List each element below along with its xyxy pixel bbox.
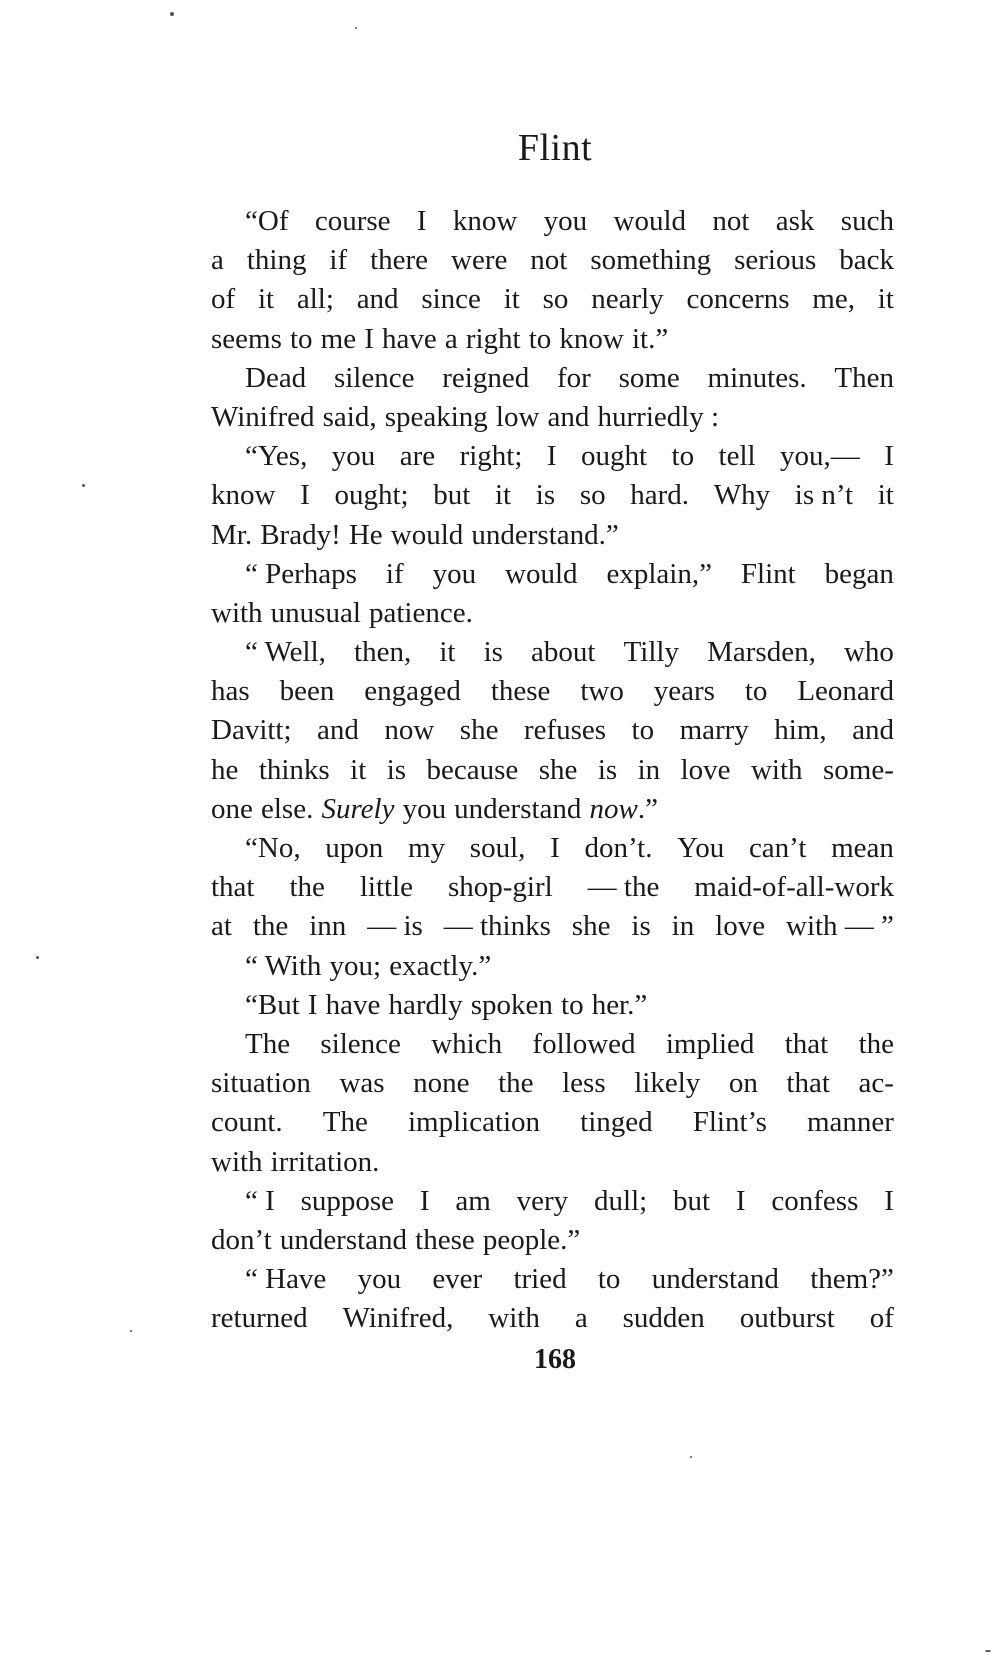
word: is xyxy=(535,479,556,512)
word: speaking xyxy=(384,400,488,433)
word: ever xyxy=(432,1263,483,1296)
text-line xyxy=(211,476,894,515)
word: I xyxy=(546,440,557,473)
word: it.” xyxy=(631,322,669,355)
word: Tilly xyxy=(623,636,679,669)
word: a xyxy=(211,244,224,277)
word: “Yes, xyxy=(245,440,308,473)
word: the xyxy=(858,1027,894,1060)
word: something xyxy=(590,244,712,277)
word: I xyxy=(307,988,318,1021)
word: know xyxy=(559,322,624,355)
word: since xyxy=(421,283,481,316)
word: so xyxy=(542,283,569,316)
word: understand xyxy=(651,1263,779,1296)
word: Dead xyxy=(245,361,307,394)
word: I xyxy=(364,322,374,355)
word: that xyxy=(786,1067,830,1100)
word: Flint xyxy=(740,557,796,590)
word: you xyxy=(357,1263,402,1296)
word: you xyxy=(331,440,376,473)
word: there xyxy=(370,244,429,277)
word: right xyxy=(465,322,521,355)
word: and xyxy=(852,714,894,747)
word: “No, xyxy=(245,832,301,864)
word: of xyxy=(869,1302,894,1335)
word: unusual xyxy=(270,596,361,629)
word: Then xyxy=(834,361,894,394)
word: you xyxy=(432,557,477,590)
word: then, xyxy=(354,636,412,669)
word: minutes. xyxy=(707,361,807,394)
text-line xyxy=(211,398,894,437)
word: You xyxy=(677,832,725,864)
word: nearly xyxy=(591,283,664,316)
word: but xyxy=(433,479,471,512)
text-line xyxy=(211,1299,894,1338)
word: hardly xyxy=(388,988,463,1021)
word: I xyxy=(416,205,427,237)
word: not xyxy=(712,205,750,237)
word: ac- xyxy=(858,1067,894,1100)
word: sudden xyxy=(622,1302,705,1335)
word: and xyxy=(317,714,359,747)
word: don’t xyxy=(211,1223,272,1256)
word: him, xyxy=(774,714,827,747)
word: know xyxy=(211,479,276,512)
word: The xyxy=(245,1027,291,1060)
text-line xyxy=(211,907,894,946)
word: he xyxy=(211,753,239,786)
word: Brady! xyxy=(260,518,341,551)
text-line xyxy=(211,868,894,907)
word: Leonard xyxy=(797,675,894,708)
word: “ Well, xyxy=(245,636,326,669)
word: it xyxy=(877,479,894,512)
word: followed xyxy=(532,1027,636,1060)
word: inn xyxy=(309,910,347,943)
word: I xyxy=(884,1184,894,1217)
word: tinged xyxy=(580,1106,653,1139)
word: a xyxy=(574,1302,588,1335)
word: some- xyxy=(822,753,894,786)
word: ought xyxy=(581,440,648,473)
text-line xyxy=(211,1064,894,1103)
text-line xyxy=(211,1221,894,1260)
word: “ Have xyxy=(245,1263,327,1296)
word: Mr. xyxy=(211,518,253,551)
word: silence xyxy=(320,1027,401,1060)
word: of xyxy=(211,283,236,316)
word: in xyxy=(637,753,661,786)
word: it xyxy=(350,753,367,786)
word: years xyxy=(653,675,715,708)
text-line xyxy=(211,320,894,359)
word: Flint’s xyxy=(692,1106,767,1139)
text-line xyxy=(211,594,894,633)
word: engaged xyxy=(364,675,461,708)
scan-speck xyxy=(985,1650,991,1652)
word: you xyxy=(543,205,588,237)
word: to xyxy=(597,1263,621,1296)
word: — is xyxy=(367,910,423,943)
word: “ I xyxy=(245,1184,275,1217)
running-head: Flint xyxy=(517,127,593,169)
word: The xyxy=(322,1106,368,1139)
word: would xyxy=(613,205,687,237)
word: to xyxy=(528,322,552,355)
word: less xyxy=(562,1067,606,1100)
word: in xyxy=(671,910,695,943)
scan-speck xyxy=(170,12,174,16)
word: ought; xyxy=(334,479,409,512)
word: understand xyxy=(454,792,582,825)
word: ask xyxy=(775,205,815,237)
word: — thinks xyxy=(443,910,551,943)
word: He xyxy=(348,518,383,551)
word: that xyxy=(784,1027,829,1060)
text-line xyxy=(211,790,894,829)
word: hurriedly : xyxy=(597,400,720,433)
word: Marsden, xyxy=(707,636,816,669)
word: I xyxy=(884,440,894,473)
word: little xyxy=(359,871,414,904)
word: tried xyxy=(513,1263,567,1296)
word: you; xyxy=(329,949,382,982)
word: me, xyxy=(812,283,855,316)
text-line xyxy=(211,947,894,986)
word: so xyxy=(579,479,606,512)
word: me xyxy=(320,322,357,355)
word: patience. xyxy=(369,596,473,629)
text-line xyxy=(211,437,894,476)
word: know xyxy=(452,205,518,237)
word: soul, xyxy=(469,832,526,864)
word: now xyxy=(384,714,435,747)
word: shop-girl xyxy=(447,871,553,904)
word: very xyxy=(516,1184,569,1217)
word: if xyxy=(329,244,348,277)
word: two xyxy=(580,675,624,708)
word: mean xyxy=(831,832,894,864)
word: to xyxy=(561,988,584,1021)
word: my xyxy=(408,832,446,864)
text-line xyxy=(211,516,894,555)
word: at xyxy=(211,910,232,943)
text-line xyxy=(211,751,894,790)
word: I xyxy=(550,832,560,864)
word: Surely xyxy=(321,792,395,825)
word: for xyxy=(556,361,591,394)
word: would xyxy=(390,518,464,551)
word: you xyxy=(402,792,447,825)
word: with — ” xyxy=(786,910,894,943)
word: them?” xyxy=(810,1263,894,1296)
word: to xyxy=(631,714,655,747)
word: silence xyxy=(333,361,415,394)
word: irritation. xyxy=(270,1145,380,1178)
word: has xyxy=(211,675,250,708)
word: low xyxy=(495,400,540,433)
word: she xyxy=(459,714,499,747)
word: it xyxy=(503,283,520,316)
word: maid-of-all-work xyxy=(694,871,894,904)
word: “Of xyxy=(245,205,289,237)
word: it xyxy=(257,283,275,316)
word: “But xyxy=(245,988,300,1021)
word: were xyxy=(451,244,508,277)
word: it xyxy=(439,636,456,669)
word: it xyxy=(877,283,894,316)
word: with xyxy=(211,596,263,629)
word: I xyxy=(300,479,310,512)
word: outburst xyxy=(739,1302,835,1335)
page-number: 168 xyxy=(534,1344,576,1375)
word: to xyxy=(289,322,313,355)
word: Davitt; xyxy=(211,714,292,747)
word: she xyxy=(538,753,578,786)
word: can’t xyxy=(748,832,807,864)
word: you,— xyxy=(780,440,860,473)
word: manner xyxy=(807,1106,894,1139)
word: would xyxy=(505,557,578,590)
word: have xyxy=(325,988,381,1021)
word: not xyxy=(530,244,568,277)
word: on xyxy=(728,1067,758,1100)
word: reigned xyxy=(442,361,530,394)
word: with xyxy=(750,753,803,786)
word: and xyxy=(356,283,399,316)
word: is xyxy=(386,753,407,786)
word: explain,” xyxy=(606,557,712,590)
scan-speck xyxy=(130,1330,132,1332)
word: the xyxy=(498,1067,534,1100)
word: and xyxy=(547,400,590,433)
text-line xyxy=(211,359,894,398)
word: that xyxy=(211,871,255,904)
word: with xyxy=(488,1302,540,1335)
word: exactly.” xyxy=(389,949,492,982)
word: a xyxy=(444,322,458,355)
word: to xyxy=(744,675,768,708)
scan-speck xyxy=(36,956,39,959)
text-line xyxy=(211,711,894,750)
word: which xyxy=(431,1027,503,1060)
word: upon xyxy=(325,832,384,864)
word: implied xyxy=(665,1027,755,1060)
word: love xyxy=(715,910,766,943)
body-text xyxy=(211,202,894,1338)
text-line xyxy=(211,986,894,1025)
word: I xyxy=(735,1184,746,1217)
word: am xyxy=(455,1184,491,1217)
word: such xyxy=(840,205,894,237)
word: spoken xyxy=(470,988,553,1021)
word: all; xyxy=(296,283,334,316)
word: refuses xyxy=(523,714,607,747)
text-line xyxy=(211,829,894,868)
word: who xyxy=(843,636,894,669)
word: seems xyxy=(211,322,282,355)
word: marry xyxy=(679,714,749,747)
word: don’t. xyxy=(584,832,653,864)
scan-speck xyxy=(690,1456,692,1458)
word: these xyxy=(415,1223,475,1256)
word: about xyxy=(531,636,596,669)
word: understand.” xyxy=(471,518,619,551)
word: likely xyxy=(634,1067,701,1100)
word: to xyxy=(671,440,695,473)
word: Winifred xyxy=(211,400,315,433)
word: now.” xyxy=(589,792,658,825)
text-line xyxy=(211,555,894,594)
word: concerns xyxy=(686,283,790,316)
word: some xyxy=(618,361,680,394)
text-line xyxy=(211,1260,894,1299)
word: said, xyxy=(322,400,377,433)
word: I xyxy=(419,1184,430,1217)
word: course xyxy=(314,205,391,237)
scan-speck xyxy=(355,27,357,29)
word: love xyxy=(680,753,731,786)
word: back xyxy=(839,244,894,277)
word: count. xyxy=(211,1106,283,1139)
word: “ With xyxy=(245,949,322,982)
word: else. xyxy=(260,792,314,825)
word: confess xyxy=(771,1184,859,1217)
word: Winifred, xyxy=(342,1302,454,1335)
word: is xyxy=(483,636,503,669)
word: these xyxy=(490,675,551,708)
text-line xyxy=(211,1182,894,1221)
text-line xyxy=(211,1103,894,1142)
word: Why xyxy=(713,479,771,512)
word: suppose xyxy=(300,1184,395,1217)
text-line xyxy=(211,633,894,672)
word: the xyxy=(252,910,289,943)
word: the xyxy=(289,871,325,904)
word: implication xyxy=(407,1106,541,1139)
word: but xyxy=(673,1184,711,1217)
word: with xyxy=(211,1145,263,1178)
word: dull; xyxy=(594,1184,648,1217)
word: hard. xyxy=(630,479,690,512)
text-line xyxy=(211,1143,894,1182)
word: — the xyxy=(587,871,660,904)
word: “ Perhaps xyxy=(245,557,357,590)
word: it xyxy=(495,479,512,512)
text-line xyxy=(211,241,894,280)
word: she xyxy=(571,910,611,943)
word: right; xyxy=(459,440,523,473)
text-line xyxy=(211,202,894,241)
word: been xyxy=(279,675,335,708)
word: returned xyxy=(211,1302,308,1335)
word: serious xyxy=(734,244,817,277)
word: is xyxy=(631,910,651,943)
word: are xyxy=(399,440,436,473)
word: thing xyxy=(246,244,307,277)
word: situation xyxy=(211,1067,311,1100)
word: understand xyxy=(279,1223,408,1256)
word: tell xyxy=(718,440,756,473)
word: thinks xyxy=(258,753,330,786)
word: because xyxy=(426,753,519,786)
word: none xyxy=(413,1067,470,1100)
text-line xyxy=(211,672,894,711)
text-line xyxy=(211,280,894,319)
scan-speck xyxy=(82,484,85,487)
text-line xyxy=(211,1025,894,1064)
word: people.” xyxy=(482,1223,581,1256)
word: was xyxy=(339,1067,385,1100)
word: if xyxy=(385,557,404,590)
word: one xyxy=(211,792,253,825)
word: her.” xyxy=(591,988,648,1021)
word: have xyxy=(381,322,437,355)
word: began xyxy=(824,557,894,590)
word: is n’t xyxy=(794,479,854,512)
word: is xyxy=(597,753,618,786)
